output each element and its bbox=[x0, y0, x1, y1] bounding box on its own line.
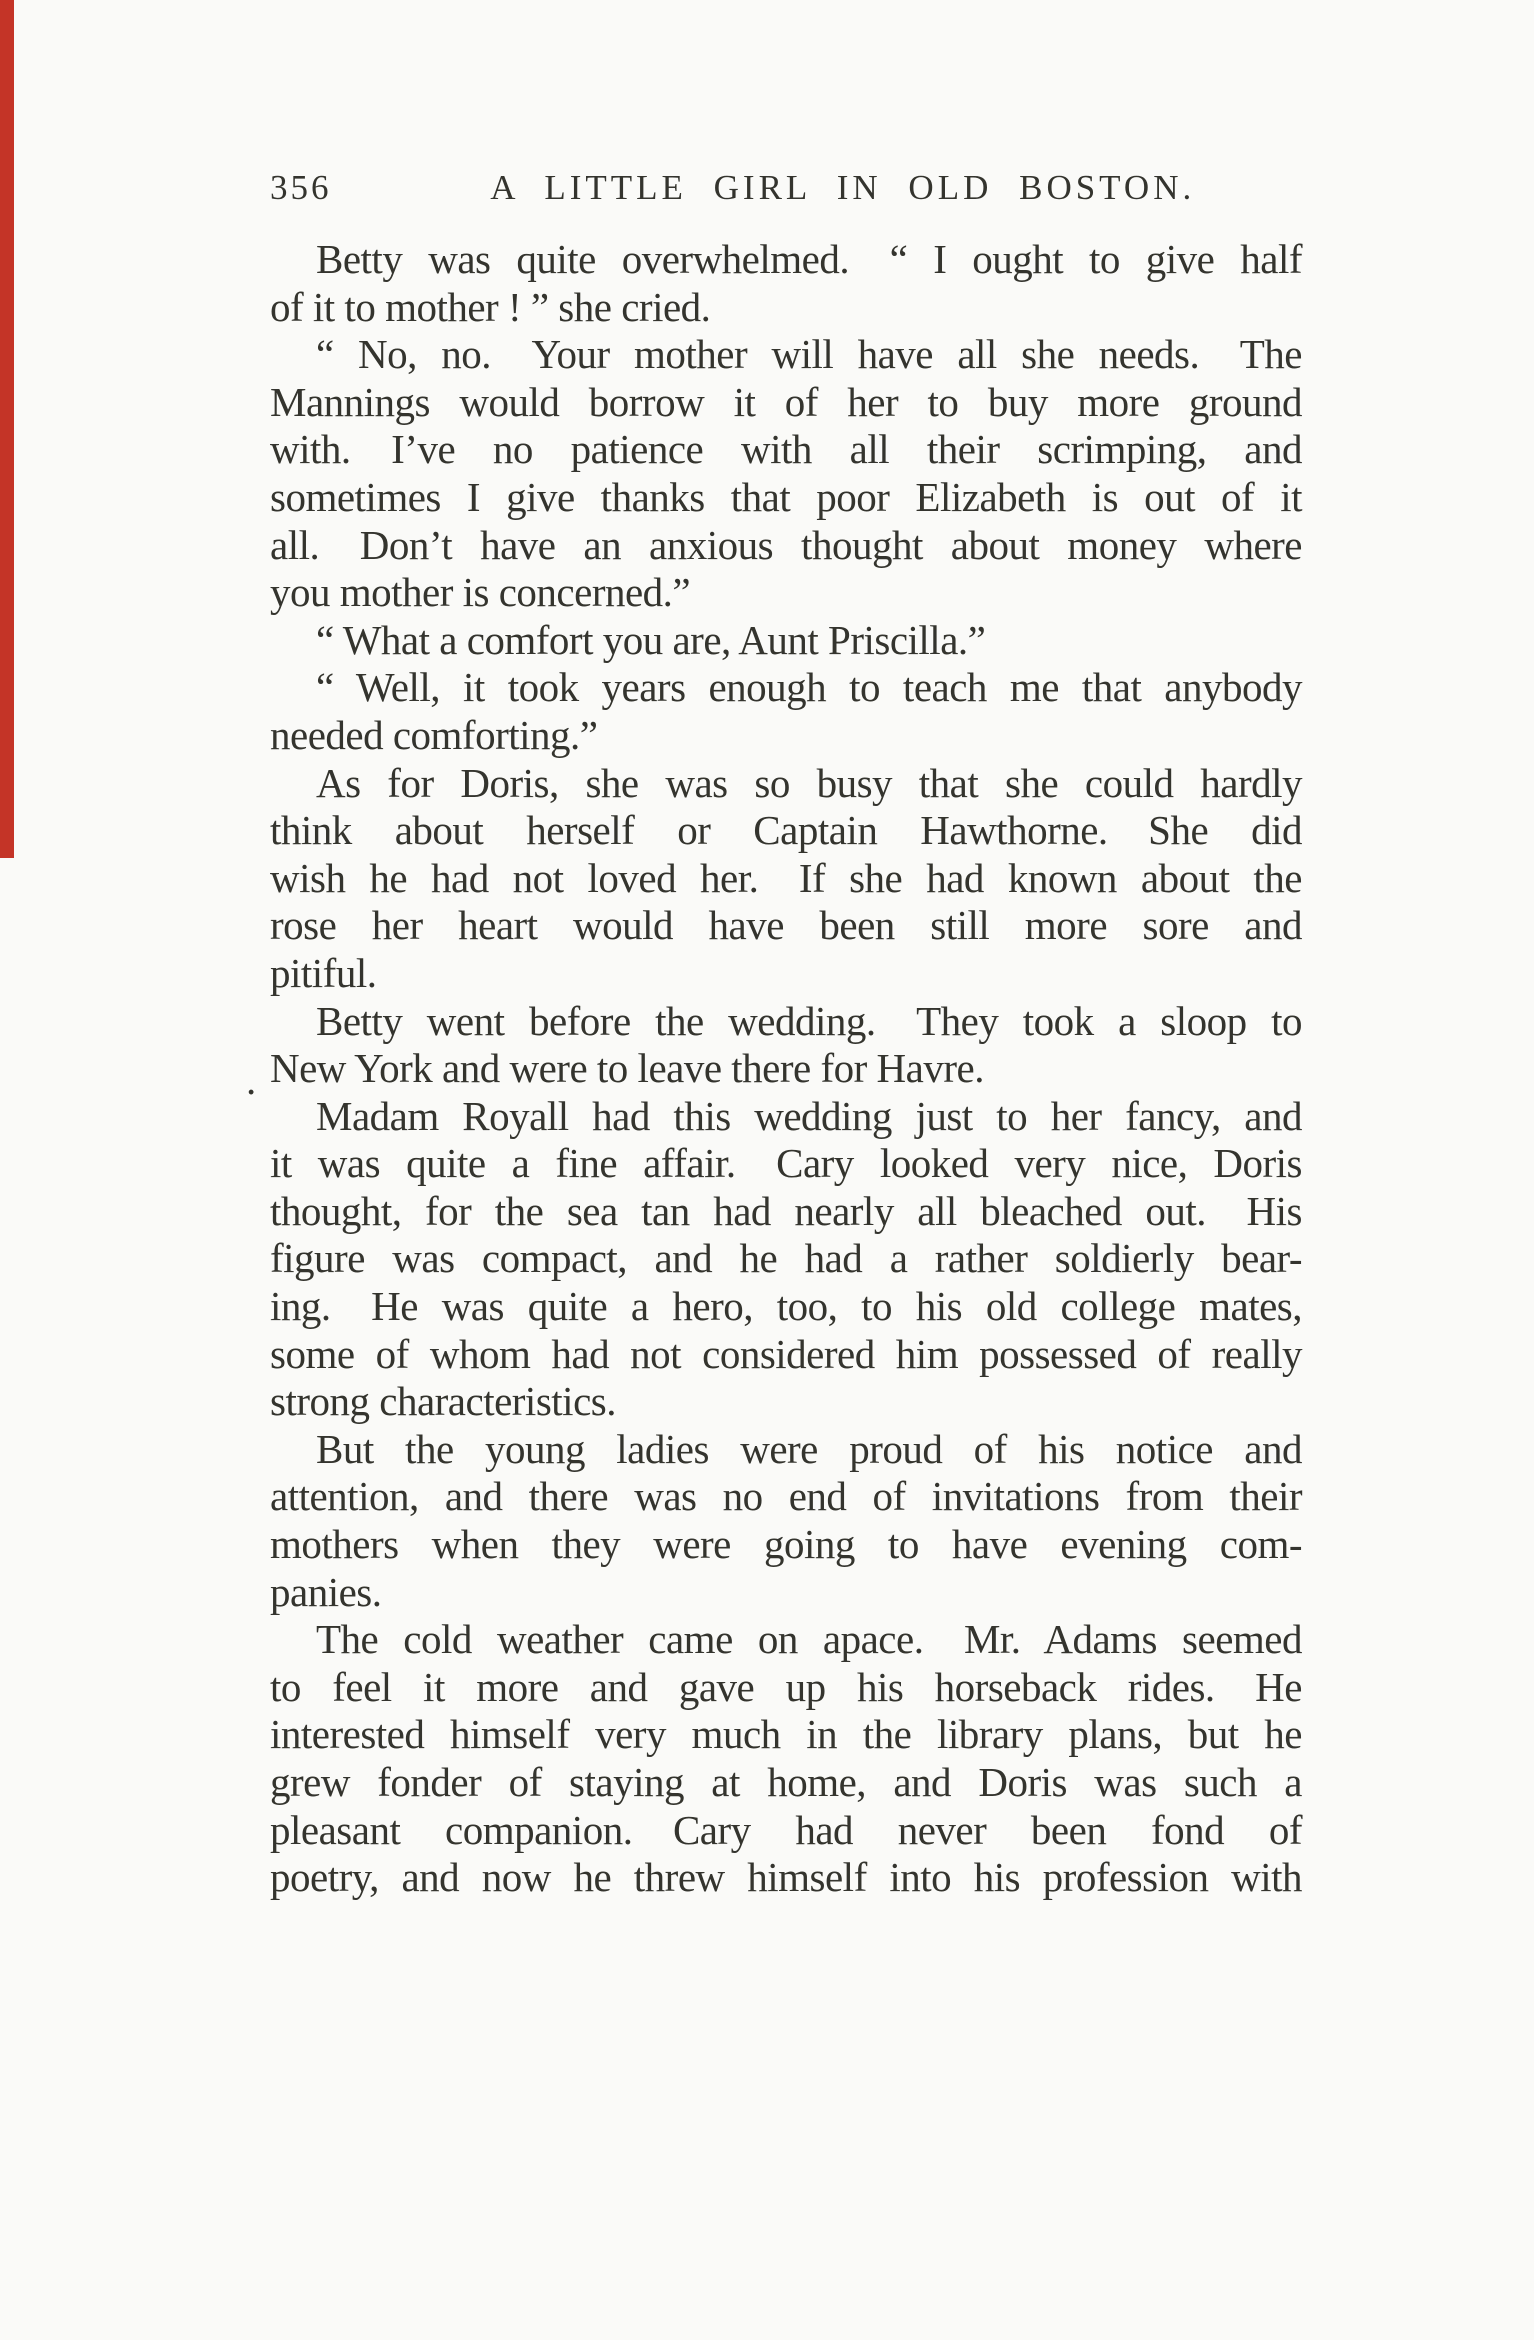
page-number: 356 bbox=[270, 168, 332, 207]
text-line: “ What a comfort you are, Aunt Priscilla.” bbox=[316, 616, 986, 663]
text-line: panies. bbox=[270, 1568, 382, 1615]
scan-edge-artifact bbox=[0, 0, 14, 858]
text-line: mothers when they were going to have evening com- bbox=[270, 1521, 1302, 1568]
text-line: strong characteristics. bbox=[270, 1378, 616, 1425]
text-line: New York and were to leave there for Havre. bbox=[270, 1045, 984, 1092]
stray-ink-mark: . bbox=[246, 1057, 257, 1103]
text-line: Betty went before the wedding. They took a sloop to bbox=[316, 997, 1302, 1044]
text-line: sometimes I give thanks that poor Elizabeth is out of it bbox=[270, 473, 1302, 520]
text-line: wish he had not loved her. If she had known about the bbox=[270, 854, 1302, 901]
text-line: of it to mother ! ” she cried. bbox=[270, 283, 711, 330]
text-line: Mannings would borrow it of her to buy more ground bbox=[270, 378, 1302, 425]
text-line: attention, and there was no end of invitations from their bbox=[270, 1473, 1302, 1520]
text-line: ing. He was quite a hero, too, to his old college mates, bbox=[270, 1283, 1302, 1330]
text-line: interested himself very much in the library plans, but he bbox=[270, 1711, 1302, 1758]
text-line: “ No, no. Your mother will have all she needs. The bbox=[316, 331, 1302, 378]
text-line: Madam Royall had this wedding just to her fancy, and bbox=[316, 1092, 1302, 1139]
text-line: some of whom had not considered him possessed of really bbox=[270, 1330, 1302, 1377]
text-line: pleasant companion. Cary had never been fond of bbox=[270, 1806, 1302, 1853]
text-line: thought, for the sea tan had nearly all bleached out. His bbox=[270, 1187, 1302, 1234]
text-line: Betty was quite overwhelmed. “ I ought to give half bbox=[316, 236, 1302, 282]
text-line: pitiful. bbox=[270, 949, 377, 996]
text-line: “ Well, it took years enough to teach me that anybody bbox=[316, 664, 1302, 711]
text-line: needed comforting.” bbox=[270, 711, 598, 758]
text-line: it was quite a fine affair. Cary looked very nice, Doris bbox=[270, 1140, 1302, 1187]
running-title: A LITTLE GIRL IN OLD BOSTON. bbox=[490, 168, 1196, 207]
page-header bbox=[270, 168, 1302, 218]
text-line: figure was compact, and he had a rather soldierly bear- bbox=[270, 1235, 1302, 1282]
text-line: As for Doris, she was so busy that she could hardly bbox=[316, 759, 1302, 806]
text-line: poetry, and now he threw himself into his profession with bbox=[270, 1854, 1302, 1901]
text-line: you mother is concerned.” bbox=[270, 569, 691, 616]
text-line: all. Don’t have an anxious thought about money where bbox=[270, 521, 1302, 568]
text-line: But the young ladies were proud of his notice and bbox=[316, 1425, 1302, 1472]
text-line: think about herself or Captain Hawthorne. She did bbox=[270, 807, 1302, 854]
page-text bbox=[270, 236, 1302, 1902]
text-line: grew fonder of staying at home, and Doris was such a bbox=[270, 1759, 1302, 1805]
text-line: The cold weather came on apace. Mr. Adams seemed bbox=[316, 1616, 1302, 1663]
text-line: rose her heart would have been still more sore and bbox=[270, 902, 1302, 949]
text-line: to feel it more and gave up his horseback rides. He bbox=[270, 1663, 1302, 1710]
text-line: with. I’ve no patience with all their scrimping, and bbox=[270, 426, 1302, 473]
page-content bbox=[270, 168, 1302, 1902]
